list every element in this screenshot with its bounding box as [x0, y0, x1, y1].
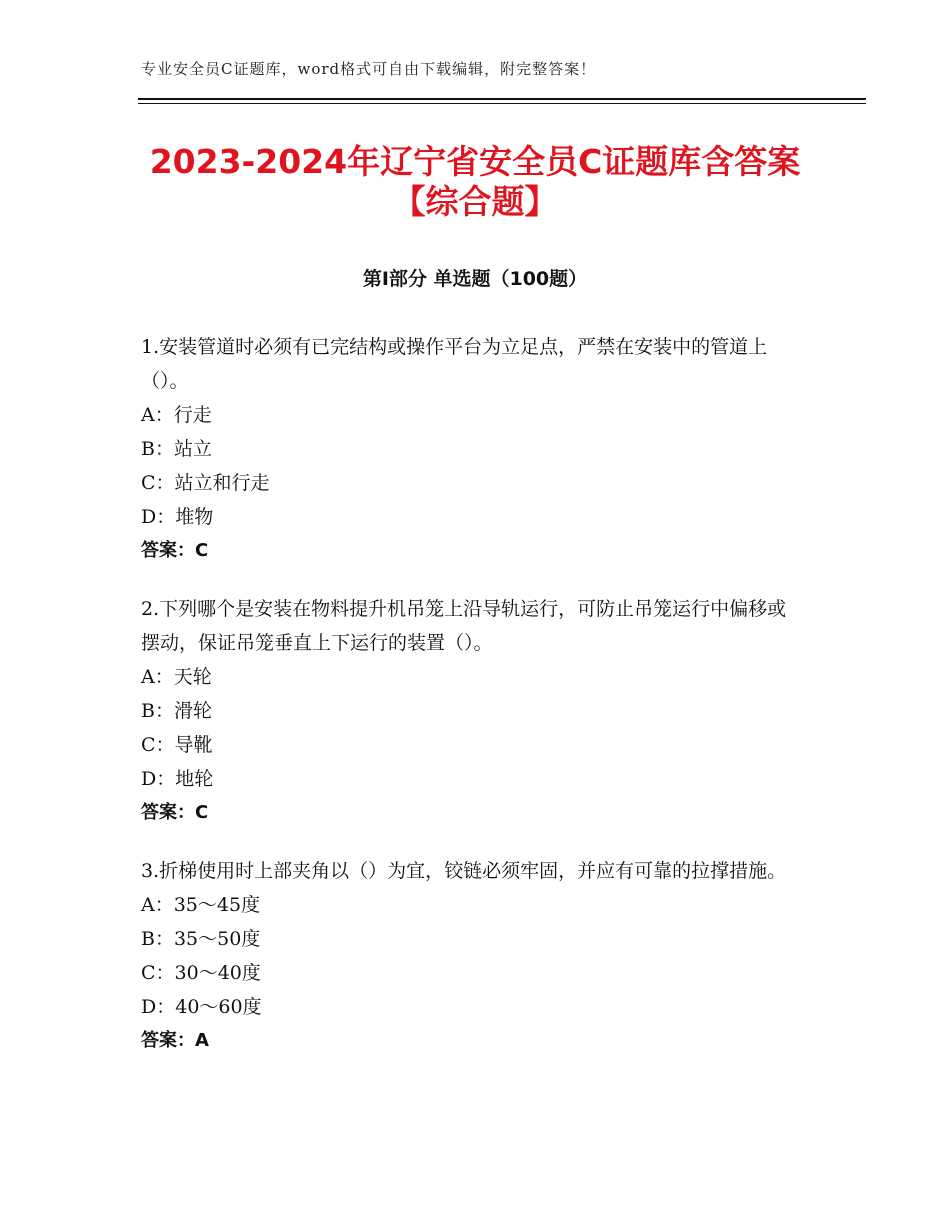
question-1	[141, 330, 801, 568]
header-rule-thick	[138, 98, 866, 100]
header-note: 专业安全员C证题库，word格式可自由下载编辑，附完整答案！	[141, 60, 597, 78]
question-stem: 2.下列哪个是安装在物料提升机吊笼上沿导轨运行，可防止吊笼运行中偏移或摆动，保证吊笼垂直上下运行的装置（）。	[141, 598, 787, 654]
option-c: C：30～40度	[141, 962, 261, 984]
section-heading: 第Ⅰ部分 单选题（100题）	[362, 268, 588, 290]
answer: 答案：C	[141, 540, 209, 561]
option-a: A：35～45度	[141, 894, 261, 916]
option-a: A：天轮	[141, 666, 212, 688]
question-stem: 1.安装管道时必须有已完结构或操作平台为立足点，严禁在安装中的管道上（）。	[141, 336, 768, 392]
answer: 答案：C	[141, 802, 209, 823]
option-d: D：40～60度	[141, 996, 262, 1018]
option-a: A：行走	[141, 404, 212, 426]
question-2	[141, 592, 801, 830]
title-line-1: 2023-2024年辽宁省安全员C证题库含答案	[149, 142, 801, 181]
option-b: B：滑轮	[141, 700, 212, 722]
option-c: C：站立和行走	[141, 472, 270, 494]
question-stem: 3.折梯使用时上部夹角以（）为宜，铰链必须牢固，并应有可靠的拉撑措施。	[141, 860, 787, 882]
header-rule-thin	[138, 103, 866, 104]
question-3	[141, 854, 801, 1058]
option-c: C：导靴	[141, 734, 213, 756]
document-title	[100, 142, 850, 222]
answer: 答案：A	[141, 1030, 209, 1051]
option-d: D：地轮	[141, 768, 214, 790]
option-b: B：35～50度	[141, 928, 261, 950]
option-b: B：站立	[141, 438, 212, 460]
option-d: D：堆物	[141, 506, 214, 528]
title-line-2: 【综合题】	[392, 182, 558, 221]
question-list	[141, 330, 801, 1082]
